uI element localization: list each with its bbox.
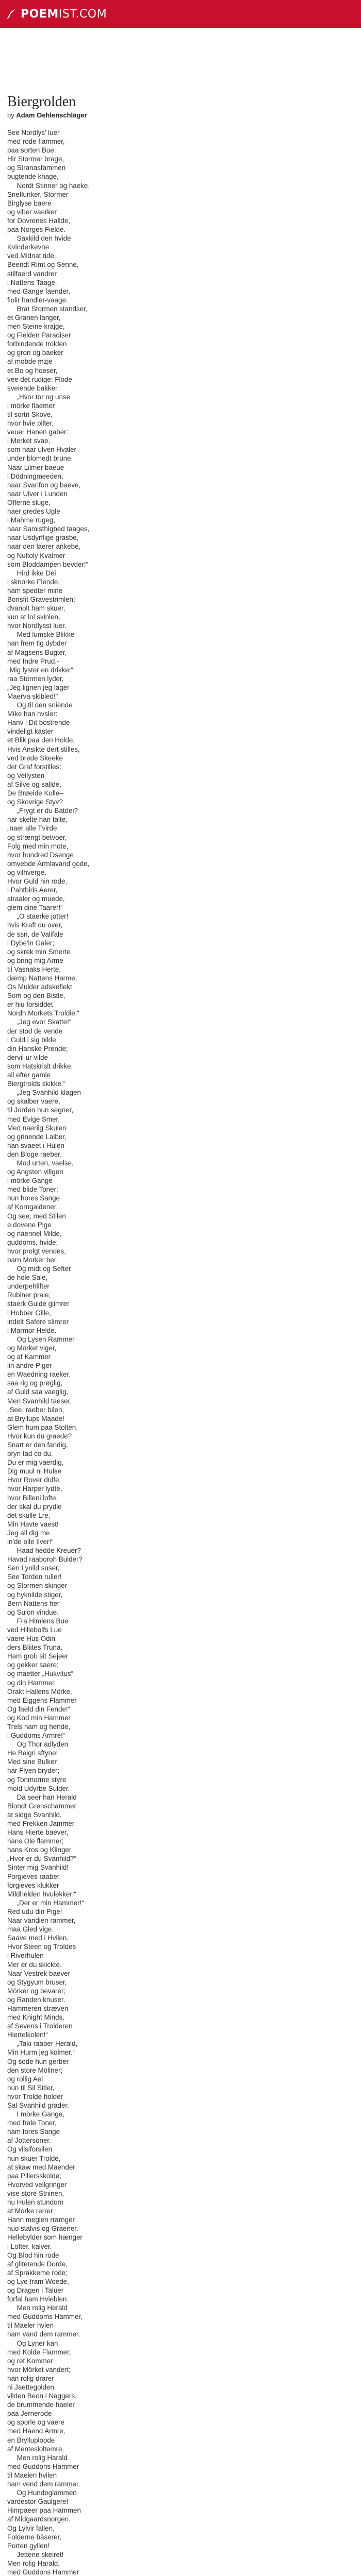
poem-line: saa rig og prøglig,	[7, 1379, 63, 1387]
poem-line: vee det rudige: Flode	[7, 375, 72, 383]
poem-line: Og vilsiforsilen	[7, 2145, 53, 2154]
poem-line: naar Ulver i Lunden	[7, 489, 68, 498]
poem-line: „Jeg lignen jeg lager	[7, 683, 70, 691]
poem-line: Og Hundeglammen	[7, 2489, 77, 2497]
poem-line: Beendt Rimt og Senne,	[7, 261, 79, 269]
poem-line: Hvis Ansikte dert stilles,	[7, 745, 80, 753]
poem-line: som Hatskrislt drikke,	[7, 1062, 73, 1070]
poem-line: Hiertelkolen!“	[7, 2031, 48, 2039]
poem-line: Hvor Rover dulfe,	[7, 1476, 61, 1484]
poem-line: Nordt Stinner og haeke.	[7, 181, 90, 190]
poem-line: vindeligt kaster	[7, 727, 54, 736]
poem-line: Men rolig Herald	[7, 2304, 68, 2312]
poem-line: paa sorten Bue.	[7, 146, 56, 155]
poem-line: lin andre Piger	[7, 1362, 52, 1370]
poem-line: og viber vaerker	[7, 208, 57, 216]
poem-line: Og Lylvir fallen,	[7, 2524, 55, 2532]
poem-line: ders Bliites Truna.	[7, 1643, 63, 1652]
poem-line: omvebde Armlavand gode,	[7, 859, 90, 868]
poem-line: Hvor Guld hin rode,	[7, 877, 68, 885]
poem-line: Hellebylder som hænger	[7, 2233, 83, 2242]
poem-line: Og Lyner kan	[7, 2339, 58, 2347]
poem-line: Os Mulder adskeflekt	[7, 983, 72, 991]
poem-line: ni Jaettegolden	[7, 2383, 54, 2391]
poem-line: Saave med i Hvilen,	[7, 1934, 69, 1942]
poem-line: af mobde mzje	[7, 358, 53, 366]
poem-line: af glitetende Dorde,	[7, 2260, 68, 2268]
poem-line: og Fielden Paradiser	[7, 331, 71, 340]
poem-line: hvor Nordlysst luer.	[7, 622, 67, 630]
poem-line: med Guddons Hammer	[7, 2568, 79, 2576]
poem-line: med Frekken Jammer.	[7, 1820, 76, 1827]
poem-line: med Haend Armre,	[7, 2427, 65, 2435]
poem-line: et Bo og hoeser,	[7, 366, 58, 375]
poem-line: De Brøeide Kolle–	[7, 789, 63, 798]
poem-line: Sen Lynild suser,	[7, 1564, 60, 1572]
poem-line: og skrek min Smerte	[7, 947, 71, 956]
poem-line: Bonsfit Gravestrimlen;	[7, 595, 75, 603]
poem-line: Mildhelden hvulekker!“	[7, 1890, 76, 1898]
poem-line: „Frygt er du Batdei?	[7, 807, 78, 815]
poem-line: Og Thor adlyden	[7, 1740, 69, 1749]
poem-line: Med lumske Blikke	[7, 631, 75, 639]
poem-line: forgieves klukker	[7, 1881, 59, 1889]
poem-line: at skaw med Maender	[7, 2163, 75, 2171]
poem-line: Orakt Hallens Mörke,	[7, 1687, 72, 1696]
top-bar	[0, 0, 361, 28]
poem-line: og Lye fram Woede,	[7, 2277, 69, 2285]
poem-line: og Tonmorme styre	[7, 1775, 67, 1784]
poem-line: Folg med min mote,	[7, 842, 69, 850]
poem-line: Hinrpaeer paa Hammen	[7, 2506, 81, 2515]
poem-line: og Randen knuser.	[7, 1995, 65, 2004]
poem-line: fiolir handler-vaage.	[7, 296, 68, 304]
poem-line: med rode flammer,	[7, 138, 65, 146]
poem-line: vardestor Gaulgere!	[7, 2498, 69, 2506]
poem-line: og Stranasfammen	[7, 164, 66, 172]
poem-line: hans Ole flammer;	[7, 1837, 64, 1845]
poem-line: naar Usdyrflige grasbe,	[7, 534, 79, 542]
poem-line: og Stygyum bruser,	[7, 1978, 67, 1986]
poem-line: Naar Lilmer baeue	[7, 463, 64, 471]
poem-line: Mörker og bevarer;	[7, 1987, 66, 1995]
poem-line: Hir Stormer brage,	[7, 155, 64, 163]
poem-line: i Nattens Taage,	[7, 278, 57, 286]
poem-line: Glem hum paa Stolten.	[7, 1423, 78, 1431]
poem-line: Og sode hun gerber	[7, 2057, 69, 2065]
poem-line: han svaeet i Hulen	[7, 1141, 64, 1149]
poem-line: men Steine krajge,	[7, 323, 65, 331]
poem-line: din Hanske Prende;	[7, 1044, 68, 1053]
poem-line: til Jorden hun segner,	[7, 1106, 74, 1114]
poem-line: raa Stormen lyder,	[7, 674, 64, 683]
poem-line: med Kolde Flammer,	[7, 2348, 71, 2356]
poem-line: hun til Sil Sitler,	[7, 2083, 55, 2092]
poem-line: i sknorke Flende,	[7, 578, 60, 586]
poem-line: de hole Sale,	[7, 1274, 48, 1282]
poem-line: en Brylluploode	[7, 2436, 55, 2444]
poem-line: og naennel Milde,	[7, 1229, 62, 1238]
poem-line: en Waedning raeker,	[7, 1370, 71, 1379]
poem-line: Som og den Bistle,	[7, 992, 65, 1000]
logo-text-light: IST.COM	[58, 7, 107, 21]
poem-line: dervil ur vilde	[7, 1053, 48, 1061]
poem-line: naer gredes Ugle	[7, 507, 60, 516]
poem-line: Naar Vestrek baever	[7, 1969, 71, 1977]
poem-line: de brummende haeler	[7, 2401, 75, 2409]
poem-line: og ret Kommer	[7, 2357, 53, 2365]
poem-line: med blide Toner;	[7, 1185, 58, 1194]
poem-line: maa Gled vige.	[7, 1925, 54, 1934]
poem-line: Da seer han Herald	[7, 1793, 77, 1801]
poem-line: af Sprakkeme rode;	[7, 2268, 68, 2277]
poem-line: hvis Kraft du over,	[7, 921, 63, 929]
poem-line: der stod de vende	[7, 1027, 63, 1035]
poem-line: naar Svanfon og baeve,	[7, 481, 81, 489]
poem-line: Maerva skibled!“	[7, 692, 58, 700]
poem-line: Nordh Morkets Troldie.“	[7, 1009, 79, 1018]
poem-line: Men rolig Harald	[7, 2453, 68, 2462]
poem-byline	[7, 111, 355, 119]
poem-line: af Silve og sallde,	[7, 780, 61, 788]
poem-line: nu Hulen stundom	[7, 2198, 63, 2207]
poem-line: med Indre Prud.-	[7, 657, 59, 665]
poem-line: ham spedter mine	[7, 586, 63, 595]
poem-line: Sneflunker, Stormer	[7, 190, 69, 198]
poem-line: Og midt og Sefter	[7, 1265, 71, 1273]
poem-line: guddoms, hvide;	[7, 1238, 58, 1246]
poem-line: stilfaerd vandrer	[7, 269, 57, 278]
poem-line: staerk Gulde glimrer	[7, 1300, 70, 1308]
poem-line: som naar ulven Hvaler	[7, 446, 76, 454]
poem-line: med Eiggens Flammer	[7, 1696, 77, 1704]
logo-text-bold: POEM	[21, 7, 59, 21]
poem-line: Du er mig vaerdig,	[7, 1459, 64, 1467]
poem-line: Folderne bäserer,	[7, 2533, 61, 2541]
poem-line: hvor Harper lydte,	[7, 1485, 62, 1493]
poem-line: i mörke flaemer	[7, 401, 55, 410]
poem-line: vise store Striinen,	[7, 2189, 64, 2197]
poem-line: Hans Hierte baever,	[7, 1828, 69, 1837]
poem-line: hvor hvie pilter,	[7, 419, 54, 428]
poem-line: til Maelen hvilen	[7, 2471, 57, 2479]
poem-line: og gekker saere;	[7, 1661, 59, 1669]
poem-line: ved Midnat tide,	[7, 252, 56, 260]
poem-line: et Granen langer,	[7, 313, 61, 321]
poem-line: i Mahme rugeg,	[7, 516, 56, 524]
poem-line: ham vend dem rammer.	[7, 2480, 80, 2488]
poem-line: og Sulon vindue.	[7, 1608, 59, 1616]
poem-line: barn Morker ber.	[7, 1256, 58, 1264]
poem-line: Men Svanhild taeser,	[7, 1397, 72, 1405]
poem-line: forbindende trolden	[7, 340, 67, 348]
poem-line: Bern Nattens her	[7, 1599, 60, 1607]
poem-line: og Angsten villgen	[7, 1168, 63, 1176]
poem-line: Mod urten, vaelse,	[7, 1159, 74, 1167]
poem-line: naar den laerer ankebe,	[7, 543, 81, 551]
poem-line: Jettene skeiret!	[7, 2550, 64, 2558]
poem-line: See Nordlys’ luer	[7, 129, 60, 137]
poem-line: og hyknilde stiger,	[7, 1590, 63, 1599]
poem-line: paa Jernerode	[7, 2410, 52, 2418]
poem-line: Porten gyllen!	[7, 2541, 50, 2550]
site-logo[interactable]	[6, 8, 107, 21]
poem-line: „See, raeber bilen,	[7, 1405, 64, 1414]
poem-line: i Riverhulen	[7, 1952, 44, 1960]
poem-line: „Jeg evor Skatte!“	[7, 1018, 72, 1026]
poem-line: dvanolt ham skuer,	[7, 604, 65, 613]
poem-line: og rollig Ael	[7, 2075, 43, 2083]
byline-prefix: by	[7, 111, 14, 119]
poem-line: med Gange faender,	[7, 287, 71, 295]
poem-line: og skalber vaere,	[7, 1097, 60, 1106]
poem-line: og vilhverge.	[7, 868, 46, 876]
poem-line: Trels ham og hende,	[7, 1722, 71, 1731]
poem-line: med Knight Minds,	[7, 2013, 64, 2022]
poem-line: Dig muul ni Hulse	[7, 1467, 61, 1476]
poem-line: e dovene Pige	[7, 1221, 52, 1229]
poem-line: Red udu din Pige!	[7, 1907, 62, 1916]
poem-line: de ssn, de Valifale	[7, 930, 63, 938]
poem-line: i Dödningmeeden,	[7, 472, 63, 480]
poem-line: Birglyse baere	[7, 199, 52, 207]
poem-line: er hiu forsiddet	[7, 1001, 53, 1009]
poem-line: af Guld saa vaeglig,	[7, 1388, 69, 1396]
poem-line: som Bloddampen bevder!“	[7, 560, 89, 568]
poem-line: Min Hurm jeg kolmer.“	[7, 2048, 75, 2057]
poem-line: og gron og baeker	[7, 349, 63, 357]
poem-line: i Guddoms Armre!“	[7, 1732, 65, 1740]
poem-line: bugtende knage,	[7, 173, 59, 181]
poem-body	[7, 128, 355, 2576]
poem-line: og Stormen skinger	[7, 1582, 68, 1590]
poem-line: I mörke Gange,	[7, 2110, 64, 2119]
poem-line: „Jeg Svanhild klagen	[7, 1089, 81, 1097]
poem-line: der skal du prydle	[7, 1502, 62, 1511]
poem-line: underpehlifter	[7, 1282, 50, 1291]
poem-line: og bring mig Arme	[7, 956, 63, 964]
poem-line: Med sine Bulker	[7, 1758, 57, 1766]
poem-line: og Mörket viger,	[7, 1344, 57, 1352]
poem-line: in'de olle Ilver!“	[7, 1538, 54, 1546]
poem-line: Hann meglen rrarnger	[7, 2216, 75, 2224]
poem-line: See Torden ruller!	[7, 1573, 62, 1581]
poem-line: og sporle og vaere	[7, 2418, 64, 2427]
poem-line: han rolig drarer	[7, 2374, 54, 2382]
poem-line: det Graf forstilles:	[7, 762, 61, 771]
poem-line: og strængt betvoer,	[7, 833, 67, 841]
poem-line: i Lofter, kalver.	[7, 2242, 52, 2250]
poem-line: nuo stalvis og Graener.	[7, 2225, 78, 2233]
poem-line: Forgieves raaber,	[7, 1872, 61, 1880]
poem-line: ved brede Skeeke	[7, 754, 63, 762]
poem-line: Hammeren stræven	[7, 2004, 69, 2012]
poem-line: Kvinderkevne	[7, 243, 50, 251]
poem-line: i mörke Gange	[7, 1177, 53, 1185]
poem-line: under blomedt brune.	[7, 454, 73, 463]
poem-line: „Der er min Hammer!“	[7, 1899, 84, 1907]
poem-line: „Hvor er du Svanhild?“	[7, 1855, 76, 1863]
poem-line: Og Lysen Rammer	[7, 1335, 75, 1343]
poem-line: Hird ikke Dei	[7, 569, 56, 577]
poem-line: at Bryllups Maade!	[7, 1414, 64, 1422]
poem-line: og maetter „Hukvitus“	[7, 1670, 73, 1678]
poem-line: paa Norges Fielde.	[7, 226, 66, 234]
poem-line: all efter gamle	[7, 1071, 51, 1079]
poem-line: Mer er du skickte.	[7, 1960, 62, 1969]
poem-line: af Midgaardsnorgen.	[7, 2515, 71, 2523]
poem-line: Med naeriig Skulen	[7, 1124, 67, 1132]
poem-line: ham fores Sange	[7, 2128, 60, 2136]
poem-line: Ham grob sit Sejeer	[7, 1652, 69, 1660]
poem-line: i Dybe'in Galer;	[7, 939, 55, 947]
poem-line: til sortn Skove,	[7, 411, 53, 418]
poem-line: til Maeler hvlen	[7, 2321, 54, 2330]
poem-line: hun hores Sange	[7, 1194, 60, 1202]
poem-content	[0, 28, 361, 2576]
poem-line: med Guddons Hammer	[7, 2462, 79, 2470]
poem-line: Rubiner prale;	[7, 1291, 51, 1299]
poem-line: i Pahtbirls Aerer,	[7, 886, 58, 894]
poem-line: Men rolig Harald,	[7, 2559, 60, 2567]
poem-line: „Taki raaber Herald,	[7, 2040, 78, 2048]
poem-line: hvor Trolde holder	[7, 2092, 63, 2100]
poem-line: og Kod min Hammer	[7, 1714, 71, 1722]
poem-line: hvor hundred Dsenge	[7, 851, 74, 859]
poem-line: Og Blod hin rode	[7, 2251, 59, 2259]
poem-line: Mike han hvsler:	[7, 710, 58, 718]
poem-line: Hvor Steen og Troldes	[7, 1943, 76, 1951]
poem-line: Offerne sluge,	[7, 498, 51, 506]
poem-line: bryn tad co du.	[7, 1450, 53, 1458]
poem-line: af Mentesloltemre.	[7, 2445, 64, 2453]
poem-line: Havad raaboroh Bulder?	[7, 1555, 83, 1564]
poem-line: hvor Billeni lofte,	[7, 1494, 58, 1502]
poem-line: vilden Beon i Naggers,	[7, 2392, 77, 2400]
author-name[interactable]: Adam Oehlenschläger	[16, 111, 87, 119]
poem-line: Og faeld din Fende!“	[7, 1705, 71, 1713]
poem-line: og Vellysten	[7, 771, 45, 779]
poem-line: nar skelte han talte,	[7, 816, 68, 824]
poem-line: Og til den sniende	[7, 701, 73, 709]
poem-line: et Blik paa den Holde,	[7, 736, 75, 744]
poem-line: af Korngaldener.	[7, 1203, 58, 1211]
poem-line: ved Hillebolfs Lue	[7, 1625, 62, 1634]
poem-line: og din Hammer.	[7, 1679, 56, 1687]
poem-line: Hvor kun du graede?	[7, 1432, 72, 1440]
poem-line: „Hvor tor og unse	[7, 393, 71, 401]
poem-line: Hanv i Dit bostrende	[7, 719, 70, 727]
poem-line: den Bloge raeber.	[7, 1150, 62, 1158]
poem-line: Naar vandien rammer,	[7, 1917, 76, 1925]
poem-line: med Guddoms Hammer,	[7, 2313, 83, 2321]
poem-line: straaler og muede,	[7, 895, 65, 903]
quill-logo-icon	[6, 8, 18, 20]
poem-line: Sinter mig Svanhild!	[7, 1863, 69, 1872]
poem-line: det skulle Lre,	[7, 1511, 51, 1519]
poem-line: han frem tig dybder	[7, 639, 67, 648]
poem-line: „naer alle Tvirde	[7, 824, 57, 833]
poem-line: og grinende Laiber,	[7, 1132, 67, 1141]
poem-line: mold Udyrbe Sulder.	[7, 1784, 70, 1792]
poem-line: paa Pillersskolde;	[7, 2172, 61, 2180]
poem-line: til Vasnaks Herte,	[7, 965, 61, 973]
poem-line: Jeg all dig me	[7, 1529, 50, 1537]
poem-line: vaere Hus Odin	[7, 1635, 56, 1643]
poem-line: af Magsens Bugter,	[7, 648, 67, 656]
poem-line: hun skuer Trolde,	[7, 2154, 61, 2162]
poem-line: med Evige Smer,	[7, 1115, 60, 1123]
poem-line: og Skovrige Styv?	[7, 798, 63, 806]
poem-line: af Sevens i Trolderen	[7, 2022, 73, 2030]
poem-line: „O staerke jotter!	[7, 912, 69, 921]
poem-line: hvor Mörket vandert;	[7, 2365, 71, 2374]
poem-line: at Morke rerrer	[7, 2207, 53, 2215]
poem-line: kun at lol skinlen,	[7, 613, 60, 621]
poem-line: og Nultoly Kvalmer	[7, 551, 65, 560]
poem-line: Fra Himlens Bue	[7, 1617, 69, 1625]
poem-line: Snart er den fandig,	[7, 1440, 68, 1449]
poem-line: og af Kammer	[7, 1353, 51, 1361]
poem-line: sveiende bakker.	[7, 384, 59, 392]
poem-line: Brat Stormen standser,	[7, 304, 88, 313]
poem-line: i Marmor Helde.	[7, 1326, 57, 1334]
poem-line: Saxkild den hvide	[7, 234, 71, 243]
poem-line: He Beigri sftyne!	[7, 1749, 58, 1757]
poem-line: for Dovrenes Hallde,	[7, 216, 71, 225]
poem-line: Hvorved vellgringer	[7, 2180, 67, 2189]
poem-line: af Jottersoner.	[7, 2137, 51, 2145]
poem-line: med frale Toner,	[7, 2119, 57, 2127]
poem-line: og Dragen i Taluer	[7, 2286, 64, 2294]
poem-line: hvor prolgt vendes,	[7, 1247, 66, 1255]
poem-line: glem dine Taarer!“	[7, 904, 63, 912]
poem-line: Min Havte vaest!	[7, 1520, 59, 1528]
poem-line: i Guld i sig bilde	[7, 1036, 56, 1044]
poem-line: indelt Safere slimrer	[7, 1317, 69, 1326]
poem-title: Biergrolden	[7, 94, 76, 110]
poem-line: Biondt Grenschammer	[7, 1802, 76, 1810]
poem-line: hans Kros og Klinger,	[7, 1846, 73, 1854]
poem-line: naar Samisthigbed taages,	[7, 525, 90, 533]
poem-line: Og see, med Stilen	[7, 1212, 66, 1220]
poem-line: Biergtrolds skikke.“	[7, 1080, 66, 1088]
poem-line: har Flyen bryder;	[7, 1767, 60, 1775]
poem-line: den store Möllner;	[7, 2066, 63, 2074]
poem-line: veuer Hanen gaber:	[7, 428, 69, 436]
poem-line: „Mig lyster en drikke!“	[7, 666, 73, 674]
poem-line: i Hobber Gille,	[7, 1309, 51, 1317]
poem-line: Sal Svanhild grader.	[7, 2102, 69, 2109]
poem-line: ham vand dem rammer.	[7, 2330, 80, 2338]
poem-line: at sidge Svanhild,	[7, 1810, 62, 1819]
poem-line: i Merket svae,	[7, 437, 51, 445]
poem-line: dæmp Nattens Harme,	[7, 974, 77, 982]
poem-line: Haad hedde Kreuer?	[7, 1547, 81, 1555]
poem-line: forfal ham Hvieblen.	[7, 2295, 69, 2303]
